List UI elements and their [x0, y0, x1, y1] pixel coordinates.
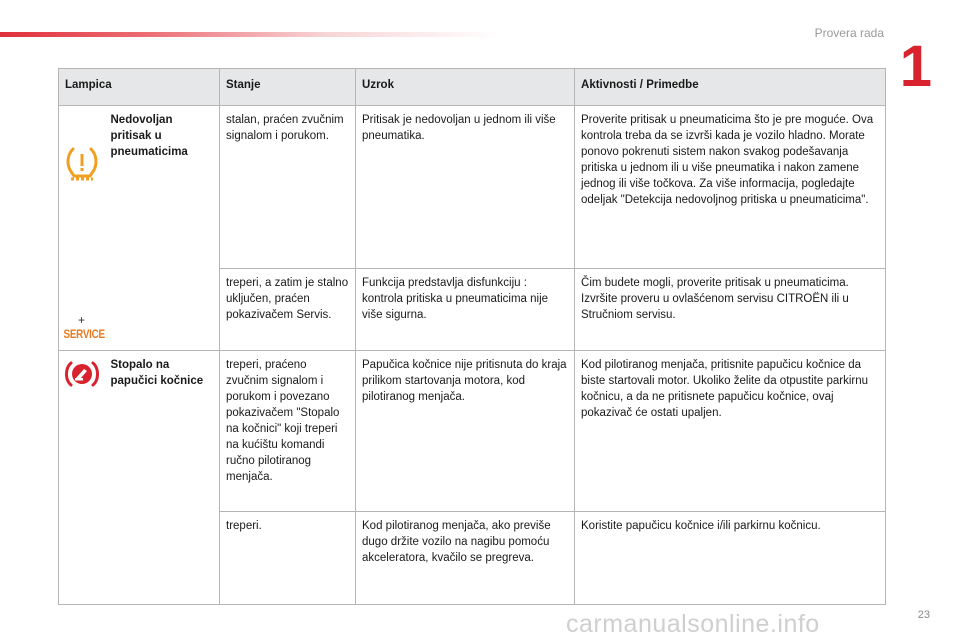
column-header-aktivnosti: Aktivnosti / Primedbe	[575, 69, 886, 106]
warning-lights-table	[58, 68, 886, 605]
table-header-row	[59, 69, 886, 106]
column-header-lampica: Lampica	[59, 69, 220, 106]
column-header-stanje: Stanje	[220, 69, 356, 106]
state-cell: treperi.	[220, 512, 356, 605]
lamp-name: Stopalo na papučici kočnice	[105, 351, 220, 605]
lamp-name: Nedovoljan pritisak u pneumaticima	[105, 106, 220, 351]
section-title: Provera rada	[814, 26, 884, 40]
column-header-uzrok: Uzrok	[356, 69, 575, 106]
page-number: 23	[917, 609, 930, 621]
state-cell: stalan, praćen zvučnim signalom i porukom.	[220, 106, 356, 269]
tire-pressure-warning-icon	[59, 146, 104, 187]
cause-cell: Pritisak je nedovoljan u jednom ili više pneumatika.	[356, 106, 575, 269]
watermark: carmanualsonline.info	[566, 610, 820, 638]
table-row	[59, 106, 886, 269]
state-cell: treperi, praćeno zvučnim signalom i porukom i povezano pokazivačem "Stopalo na kočnici" koji treperi na kućištu komandi ručno pilotiranog menjača.	[220, 351, 356, 512]
state-cell: treperi, a zatim je stalno uključen, praćen pokazivačem Servis.	[220, 269, 356, 351]
lamp-icon-cell	[59, 106, 105, 351]
brake-pedal-warning-icon	[59, 359, 104, 394]
cause-cell: Funkcija predstavlja disfunkciju : kontrola pritiska u pneumaticima nije više sigurna.	[356, 269, 575, 351]
cause-cell: Papučica kočnice nije pritisnuta do kraja prilikom startovanja motora, kod pilotiranog menjača.	[356, 351, 575, 512]
service-icon: SERVICE	[63, 327, 105, 341]
service-indicator	[59, 314, 104, 343]
header-accent-bar	[0, 32, 500, 37]
lamp-icon-cell	[59, 351, 105, 605]
action-cell: Čim budete mogli, proverite pritisak u pneumaticima. Izvršite proveru u ovlašćenom servisu CITROËN ili u Stručniom servisu.	[575, 269, 886, 351]
plus-sign: +	[77, 313, 85, 327]
chapter-number: 1	[899, 34, 932, 99]
action-cell: Proverite pritisak u pneumaticima što je pre moguće. Ova kontrola treba da se izvrši kada je vozilo hladno. Morate ponovo pokrenuti sistem nakon svakog podešavanja pritiska u jednom ili u više pneumatika i nakon zamene jednog ili više točkova. Za više informacija, pogledajte odeljak "Detekcija nedovoljnog pritiska u pneumaticima".	[575, 106, 886, 269]
cause-cell: Kod pilotiranog menjača, ako previše dugo držite vozilo na nagibu pomoću akceleratora, kvačilo se pregreva.	[356, 512, 575, 605]
table-row	[59, 351, 886, 512]
action-cell: Kod pilotiranog menjača, pritisnite papučicu kočnice da biste startovali motor. Ukoliko želite da otpustite parkirnu kočnicu, a da ne pritisnete papučicu kočnice, ovaj pokazivač će ostati upaljen.	[575, 351, 886, 512]
action-cell: Koristite papučicu kočnice i/ili parkirnu kočnicu.	[575, 512, 886, 605]
